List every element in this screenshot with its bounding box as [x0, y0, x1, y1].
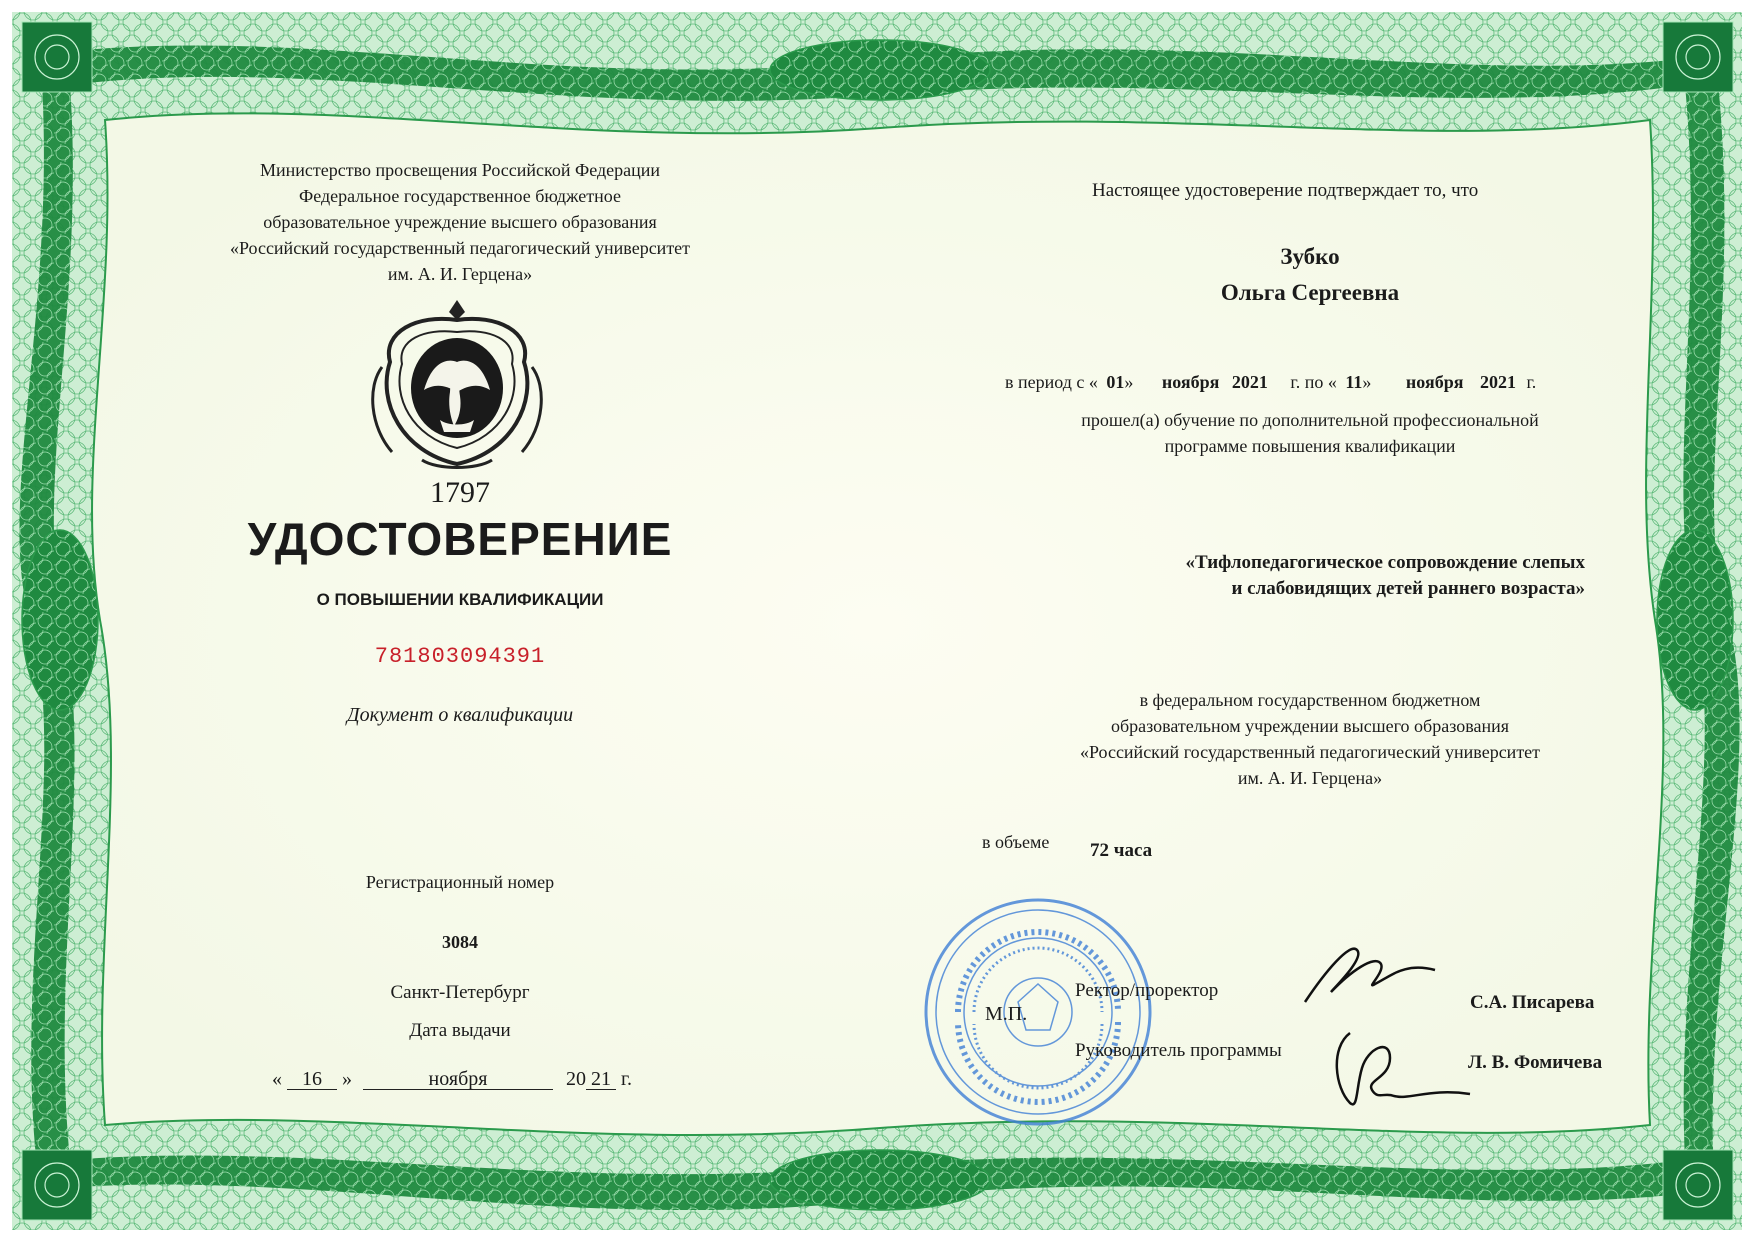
founding-year: 1797	[430, 476, 490, 509]
program-head-signature	[1320, 1018, 1480, 1118]
university-emblem-icon	[362, 292, 552, 474]
institution-line-2: образовательное учреждение высшего образования	[263, 212, 657, 232]
document-type: Документ о квалификации	[346, 704, 574, 726]
issue-date-year-unit: г.	[621, 1068, 632, 1090]
document-number: 781803094391	[374, 644, 546, 669]
period-end-year: 2021	[1479, 372, 1516, 392]
training-period	[1005, 372, 1536, 393]
issue-date-close-quote: »	[342, 1068, 352, 1090]
holder-surname: Зубко	[1280, 244, 1340, 269]
issue-date-label: Дата выдачи	[409, 1020, 511, 1041]
program-line-2: программе повышения квалификации	[1164, 436, 1456, 456]
issue-date-day: 16	[287, 1069, 337, 1090]
period-mid: г. по «	[1290, 372, 1337, 392]
issue-date-year-prefix: 20	[566, 1068, 586, 1090]
stamp-place-label: М.П.	[985, 1003, 1028, 1025]
volume-label: в объеме	[982, 832, 1050, 852]
period-start-year: 2021	[1231, 372, 1268, 392]
period-start-month: ноября	[1161, 372, 1220, 392]
institution-line-b: образовательном учреждении высшего образования	[1110, 716, 1509, 736]
certificate-title: УДОСТОВЕРЕНИЕ	[247, 513, 673, 565]
period-quote-1: »	[1124, 372, 1134, 392]
institution-line-d: им. А. И. Герцена»	[1237, 768, 1383, 788]
period-suffix: г.	[1526, 372, 1537, 392]
holder-name: Ольга Сергеевна	[1220, 280, 1400, 305]
intro-text: Настоящее удостоверение подтверждает то, что	[1092, 180, 1479, 201]
institution-line-4: им. А. И. Герцена»	[387, 264, 533, 284]
issue-date	[272, 1068, 632, 1091]
registration-label: Регистрационный номер	[365, 872, 555, 892]
rector-signature	[1295, 932, 1445, 1012]
period-quote-2: »	[1362, 372, 1372, 392]
ministry-line: Министерство просвещения Российской Федерации	[259, 160, 661, 180]
issue-date-month: ноября	[363, 1069, 553, 1090]
institution-line-3: «Российский государственный педагогический университет	[229, 238, 691, 258]
program-line-1: прошел(а) обучение по дополнительной профессиональной	[1081, 410, 1539, 430]
period-prefix: в период с «	[1005, 372, 1098, 392]
certificate-subtitle: О ПОВЫШЕНИИ КВАЛИФИКАЦИИ	[316, 590, 604, 609]
issue-date-year-suffix: 21	[586, 1069, 616, 1090]
period-end-month: ноября	[1405, 372, 1464, 392]
institution-line-1: Федеральное государственное бюджетное	[299, 186, 621, 206]
rector-name: С.А. Писарева	[1470, 992, 1595, 1013]
program-head-name: Л. В. Фомичева	[1468, 1052, 1603, 1073]
registration-number: 3084	[442, 932, 478, 952]
institution-line-c: «Российский государственный педагогический университет	[1079, 742, 1541, 762]
program-head-label: Руководитель программы	[1075, 1040, 1282, 1061]
institution-line-a: в федеральном государственном бюджетном	[1139, 690, 1481, 710]
city: Санкт-Петербург	[390, 982, 530, 1003]
issue-date-open-quote: «	[272, 1068, 282, 1090]
program-title-line-1: «Тифлопедагогическое сопровождение слепых	[1185, 552, 1585, 573]
rector-label: Ректор/проректор	[1075, 980, 1219, 1001]
official-stamp	[918, 892, 1158, 1132]
period-end-day: 11	[1345, 372, 1363, 392]
volume-value: 72 часа	[1090, 840, 1153, 861]
period-start-day: 01	[1106, 372, 1125, 392]
program-title-line-2: и слабовидящих детей раннего возраста»	[1231, 578, 1585, 599]
